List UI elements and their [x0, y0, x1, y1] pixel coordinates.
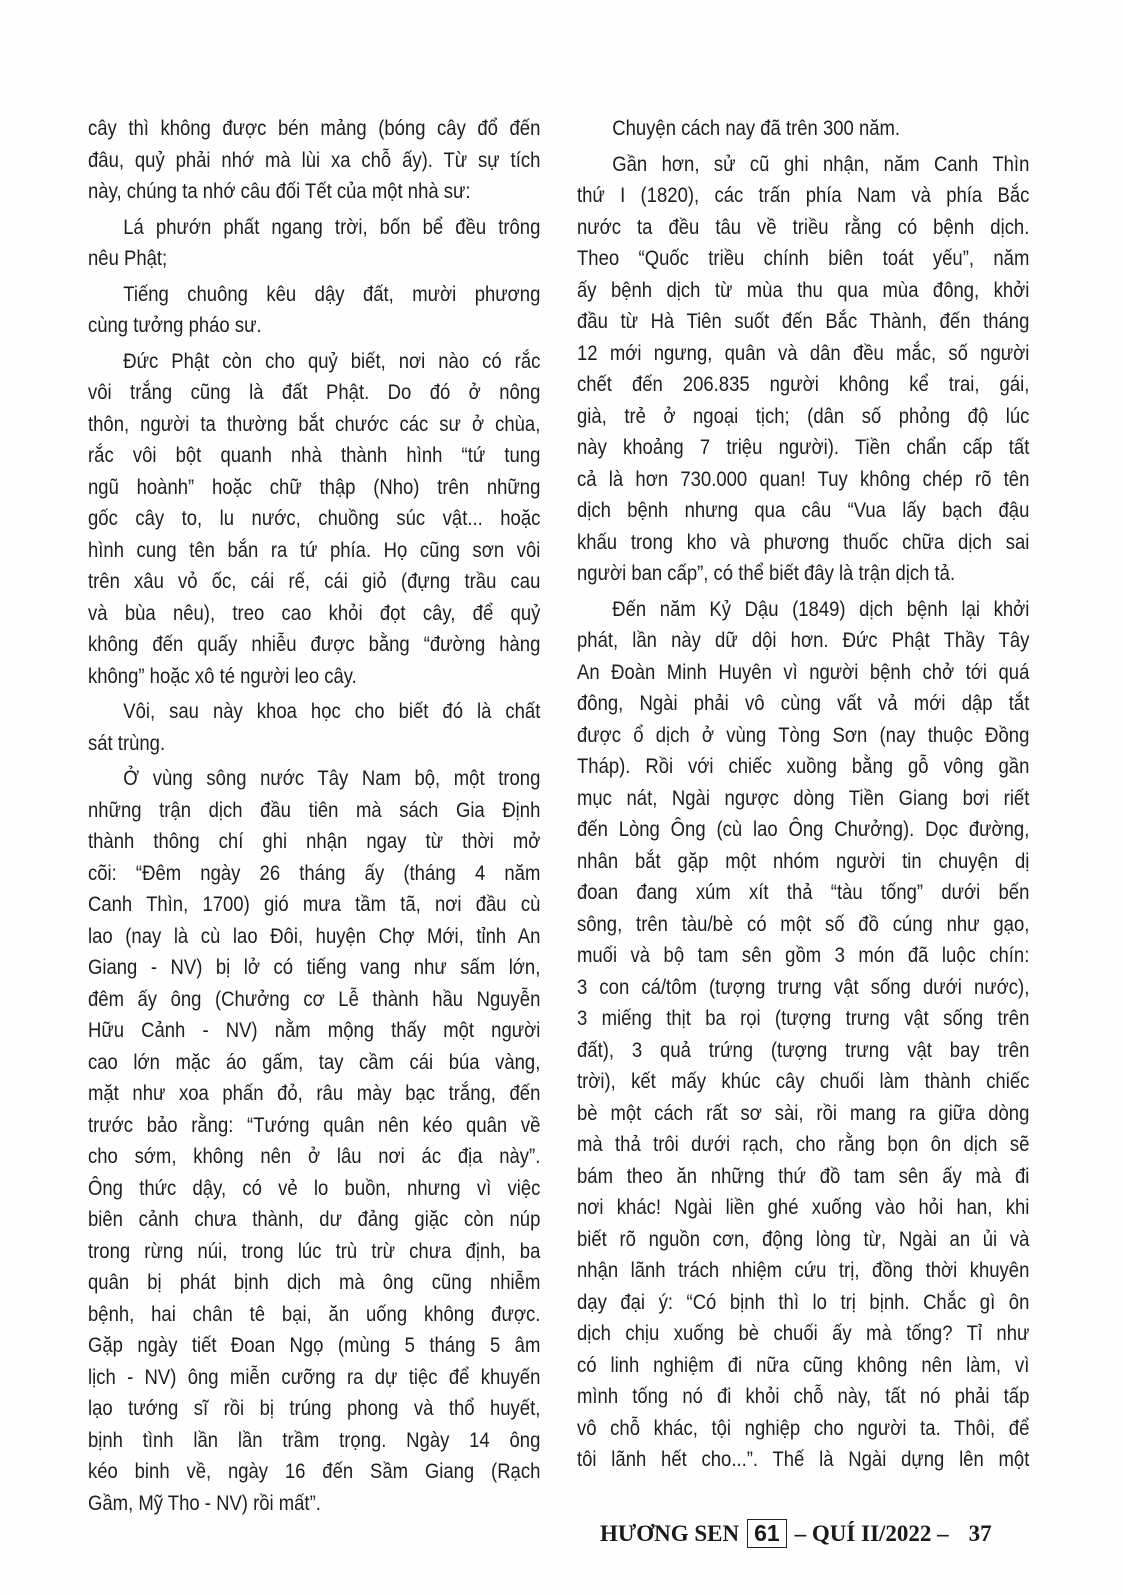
text-line: An Đoàn Minh Huyên vì người bệnh chở tới quá: [577, 659, 1030, 684]
text-line: Tiếng chuông kêu dậy đất, mười phương: [123, 281, 541, 306]
text-line: Gặp ngày tiết Đoan Ngọ (mùng 5 tháng 5 âm: [88, 1333, 541, 1357]
text-line: mình tống nó đi khỏi chỗ này, tất nó phải tấp: [577, 1384, 1030, 1408]
text-line: Ông thức dậy, có vẻ lo buồn, nhưng vì việc: [88, 1175, 541, 1200]
text-line: đâu, quỷ phải nhớ mà lùi xa chỗ ấy). Từ sự tích: [88, 147, 541, 172]
text-line: người ban cấp”, có thể biết đây là trận dịch tả.: [577, 561, 956, 585]
text-line: Đức Phật còn cho quỷ biết, nơi nào có rắc: [123, 348, 541, 373]
text-line: Lá phướn phất ngang trời, bốn bể đều trông: [123, 214, 541, 239]
paragraph: [88, 113, 540, 208]
paragraph: [577, 149, 1029, 590]
text-line: 3 con cá/tôm (tượng trưng vật sống dưới nước),: [577, 974, 1030, 999]
text-line: đoan đang xúm xít thả “tàu tống” dưới bến: [577, 880, 1030, 904]
text-line: mặt như xoa phấn đỏ, râu mày bạc trắng, đến: [88, 1081, 541, 1105]
text-line: dịch chịu xuống bè chuối ấy mà tống? Tỉ như: [577, 1321, 1030, 1345]
text-line: Gầm, Mỹ Tho - NV) rồi mất”.: [88, 1490, 321, 1515]
text-line: này, chúng ta nhớ câu đối Tết của một nhà sư:: [88, 179, 471, 203]
page-number: 37: [968, 1520, 992, 1546]
text-line: nơi khác! Ngài liền ghé xuống vào hỏi han, khi: [577, 1195, 1030, 1219]
text-line: dịch bệnh nhưng qua câu “Vua lấy bạch đậu: [577, 498, 1030, 522]
text-line: chết đến 206.835 người không kể trai, gái,: [577, 372, 1030, 396]
paragraph: [577, 113, 1029, 145]
text-line: 3 miếng thịt ba rọi (tượng trưng vật sống trên: [577, 1006, 1030, 1030]
text-line: nhân bắt gặp một nhóm người tin chuyện dị: [577, 848, 1030, 873]
text-line: mà thả trôi dưới rạch, cho rằng bọn ôn dịch sẽ: [577, 1132, 1030, 1156]
text-line: ấy bệnh dịch từ mùa thu qua mùa đông, khởi: [577, 277, 1030, 302]
text-line: mục nát, Ngài ngược dòng Tiền Giang bơi riết: [577, 785, 1030, 810]
text-line: vôi trắng cũng là đất Phật. Do đó ở nông: [88, 380, 541, 404]
text-line: nước ta đều tâu về triều rằng có bệnh dịch.: [577, 214, 1030, 239]
text-line: đêm ấy ông (Chưởng cơ Lễ thành hầu Nguyễn: [88, 986, 541, 1011]
text-line: Giang - NV) bị lở có tiếng vang như sấm lớn,: [88, 955, 541, 979]
text-line: bệnh, hai chân tê bại, ăn uống không được.: [88, 1301, 541, 1326]
text-line: trước bảo rằng: “Tướng quân nên kéo quân về: [88, 1112, 541, 1137]
text-line: cao lớn mặc áo gấm, tay cầm cái búa vàng,: [88, 1049, 541, 1074]
text-line: dạy đại ý: “Có bịnh thì lo trị bịnh. Chắc gì ôn: [577, 1289, 1030, 1314]
magazine-title: HƯƠNG SEN: [600, 1520, 740, 1546]
text-line: lạo tướng sĩ rồi bị trúng phong và thổ huyết,: [88, 1396, 541, 1420]
text-line: lịch - NV) ông miễn cưỡng ra dự tiệc để khuyến: [88, 1364, 541, 1389]
text-line: rắc vôi bột quanh nhà thành hình “tứ tung: [88, 443, 541, 467]
text-line: trên xâu vỏ ốc, cái rế, cái giỏ (đựng trầu cau: [88, 569, 541, 593]
text-line: Canh Thìn, 1700) gió mưa tầm tã, nơi đầu cù: [88, 892, 541, 916]
paragraph: [577, 594, 1029, 1476]
text-line: Tháp). Rồi với chiếc xuồng bằng gỗ vông gần: [577, 754, 1030, 778]
text-line: được ổ dịch ở vùng Tòng Sơn (nay thuộc Đồng: [577, 722, 1030, 747]
issue-period: – QUÍ II/2022 –: [794, 1520, 949, 1546]
text-line: vô chỗ khác, tội nghiệp cho người ta. Thôi, để: [577, 1415, 1030, 1440]
text-line: đất), 3 quả trứng (tượng trưng vật bay trên: [577, 1037, 1030, 1062]
text-line: cây thì không được bén mảng (bóng cây đổ đến: [88, 116, 541, 140]
text-line: gốc cây to, lu nước, chuồng súc vật... hoặc: [88, 506, 541, 530]
text-line: biết rõ nguồn cơn, động lòng từ, Ngài an ủi và: [577, 1226, 1030, 1251]
text-line: 12 mới ngưng, quân và dân đều mắc, số người: [577, 340, 1030, 365]
text-line: kéo binh về, ngày 16 đến Sầm Giang (Rạch: [88, 1459, 541, 1483]
text-line: Hữu Cảnh - NV) nằm mộng thấy một người: [88, 1018, 541, 1042]
paragraph: [88, 346, 540, 693]
text-line: Đến năm Kỷ Dậu (1849) dịch bệnh lại khởi: [612, 596, 1030, 621]
text-line: bè một cách rất sơ sài, rồi mang ra giữa dòng: [577, 1100, 1030, 1125]
text-line: khấu trong kho và phương thuốc chữa dịch sai: [577, 529, 1030, 554]
paragraph: [88, 279, 540, 342]
text-line: biên cảnh chưa thành, dư đảng giặc còn núp: [88, 1207, 541, 1231]
text-line: thành thông chí ghi nhận ngay từ thời mở: [88, 829, 541, 853]
text-line: lao (nay là cù lao Đôi, huyện Chợ Mới, tỉnh An: [88, 923, 541, 948]
text-line: và bùa nêu), treo cao khỏi đọt cây, để quỷ: [88, 600, 541, 625]
text-line: sông, trên tàu/bè có một số đồ cúng như gạo,: [577, 911, 1030, 936]
text-line: cõi: “Đêm ngày 26 tháng ấy (tháng 4 năm: [88, 860, 541, 885]
page-footer: [600, 1519, 992, 1548]
text-line: nhận lãnh trách nhiệm cứu trị, đồng thời khuyên: [577, 1258, 1030, 1282]
text-line: cả là hơn 730.000 quan! Tuy không chép rõ tên: [577, 466, 1030, 491]
text-line: Ở vùng sông nước Tây Nam bộ, một trong: [123, 766, 541, 790]
right-column: [577, 113, 1029, 1480]
text-line: những trận dịch đầu tiên mà sách Gia Định: [88, 797, 541, 822]
paragraph: [88, 696, 540, 759]
text-line: bịnh tình lần lần trầm trọng. Ngày 14 ông: [88, 1427, 541, 1452]
text-line: thôn, người ta thường bắt chước các sư ở chùa,: [88, 411, 541, 436]
text-line: cho sớm, không nên ở lâu nơi ác địa này”.: [88, 1144, 541, 1168]
text-line: Theo “Quốc triều chính biên toát yếu”, năm: [577, 246, 1030, 270]
text-line: đầu từ Hà Tiên suốt đến Bắc Thành, đến tháng: [577, 309, 1030, 333]
text-line: có linh nghiệm đi nữa cũng không nên làm, vì: [577, 1352, 1030, 1377]
text-line: muối và bộ tam sên gồm 3 món đã luộc chín:: [577, 943, 1030, 967]
text-line: không” hoặc xô té người leo cây.: [88, 663, 357, 688]
text-line: đến Lòng Ông (cù lao Ông Chưởng). Dọc đường,: [577, 817, 1030, 841]
paragraph: [88, 763, 540, 1519]
text-line: già, trẻ ở ngoại tịch; (dân số phỏng độ lúc: [577, 403, 1030, 428]
text-line: đông, Ngài phải vô cùng vất vả mới dập tắt: [577, 691, 1030, 715]
text-line: Chuyện cách nay đã trên 300 năm.: [612, 116, 901, 140]
text-line: ngũ hoành” hoặc chữ thập (Nho) trên những: [88, 474, 541, 499]
text-line: này khoảng 7 triệu người). Tiền chẩn cấp tất: [577, 435, 1030, 459]
paragraph: [88, 212, 540, 275]
text-line: tôi lãnh hết cho...”. Thế là Ngài dựng lên một: [577, 1447, 1030, 1471]
text-line: quân bị phát bịnh dịch mà ông cũng nhiễm: [88, 1270, 541, 1294]
text-line: Vôi, sau này khoa học cho biết đó là chất: [123, 699, 541, 723]
text-line: cùng tưởng pháo sư.: [88, 313, 262, 337]
left-column: [88, 113, 540, 1523]
text-line: sát trùng.: [88, 730, 166, 755]
text-line: bám theo ăn những thứ đồ tam sên ấy mà đi: [577, 1163, 1030, 1188]
text-line: thứ I (1820), các trấn phía Nam và phía Bắc: [577, 183, 1030, 207]
text-line: trong rừng núi, trong lúc trù trừ chưa định, ba: [88, 1238, 541, 1263]
text-line: hình cung tên bắn ra tứ phía. Họ cũng sơn vôi: [88, 537, 541, 562]
text-line: phát, lần này dữ dội hơn. Đức Phật Thầy Tây: [577, 628, 1030, 652]
text-line: Gần hơn, sử cũ ghi nhận, năm Canh Thìn: [612, 151, 1030, 176]
text-line: không đến quấy nhiễu được bằng “đường hàng: [88, 632, 541, 656]
issue-number: 61: [747, 1519, 787, 1548]
text-line: trời), kết mấy khúc cây chuối làm thành chiếc: [577, 1069, 1030, 1093]
text-line: nêu Phật;: [88, 246, 168, 270]
